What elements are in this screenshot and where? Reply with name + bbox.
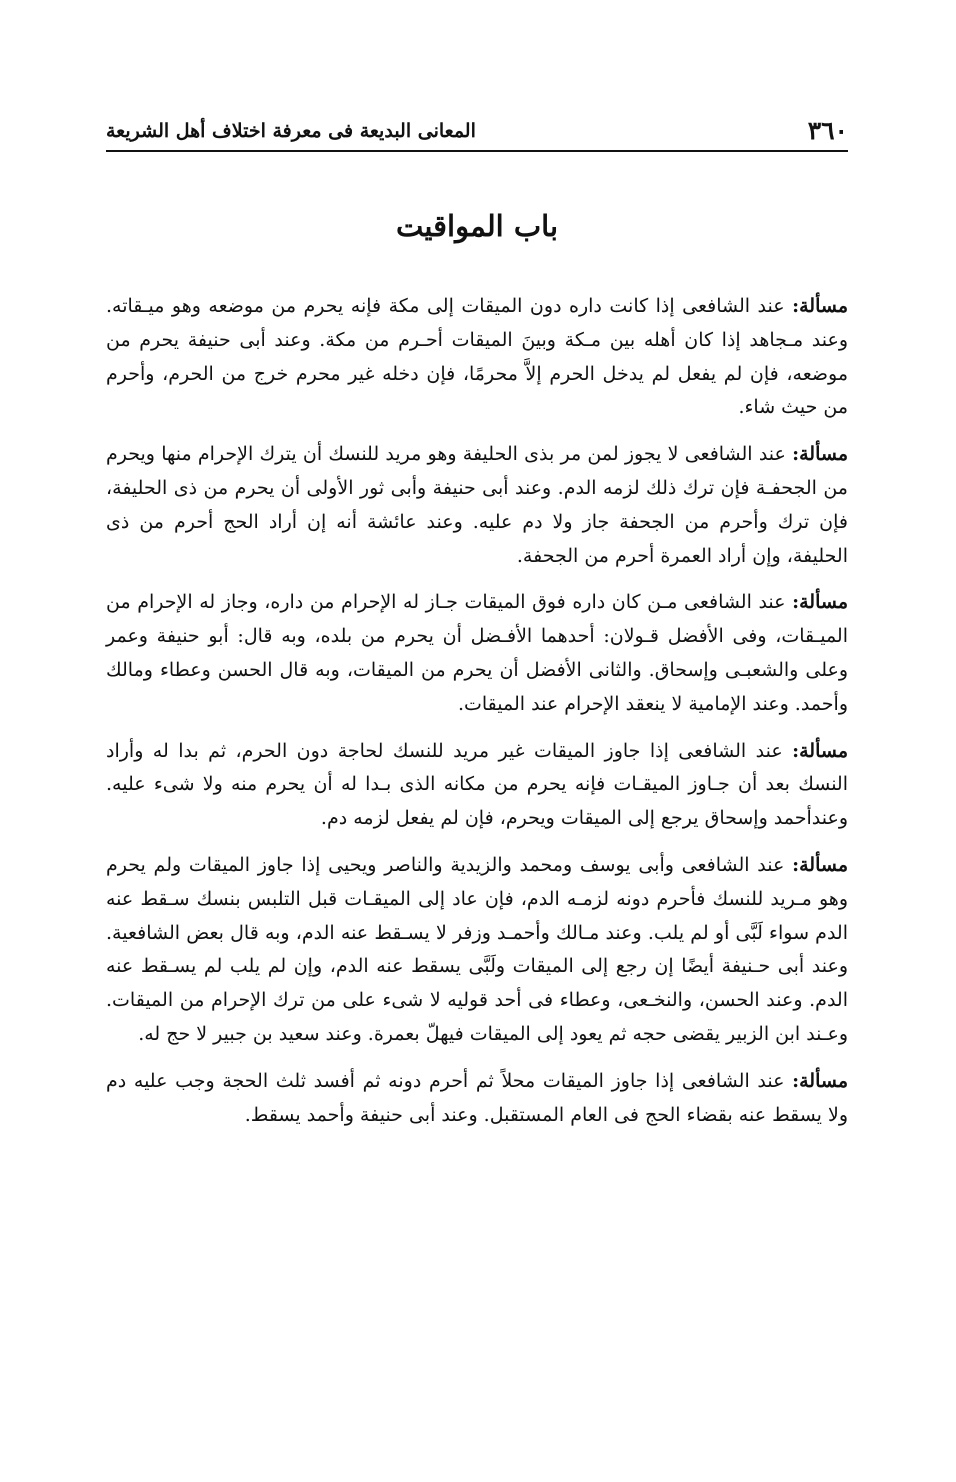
issue-label: مسألة: bbox=[792, 853, 848, 876]
issue-text: عند الشافعى مـن كان داره فوق الميقات جـاز له الإحرام من داره، وجاز له الإحرام من الميـقات، وفى الأفضل قـولان: أحدهما الأفـضل أن يحرم من بلده، وبه قال: أبو حنيفة وعمر وعلى والشعبـى وإسحاق. والثانى الأفضل أن يحرم من الميقات، وبه قال الحسن وعطاء ومالك وأحمد. وعند الإمامية لا ينعقد الإحرام عند الميقات. bbox=[106, 591, 848, 715]
issue-text: عند الشافعى إذا جاوز الميقات غير مريد للنسك لحاجة دون الحرم، ثم بدا له وأراد النسك بعد أن جـاوز الميقـات فإنه يحرم من مكانه الذى بـدا له أن يحرم منه ولا شىء عليه. وعندأحمد وإسحاق يرجع إلى الميقات ويحرم، فإن لم يفعل لزمه دم. bbox=[106, 739, 848, 830]
issue-paragraph bbox=[106, 438, 848, 573]
issue-label: مسألة: bbox=[792, 1069, 848, 1092]
running-header bbox=[106, 112, 848, 146]
issue-label: مسألة: bbox=[792, 591, 848, 614]
issue-text: عند الشافعى إذا جاوز الميقات محلاً ثم أحرم دونه ثم أفسد ثلث الحجة وجب عليه دم ولا يسقط عنه بقضاء الحج فى العام المستقبل. وعند أبى حنيفة وأحمد يسقط. bbox=[106, 1069, 848, 1126]
header-rule bbox=[106, 150, 848, 152]
issue-text: عند الشافعى لا يجوز لمن مر بذى الحليفة وهو مريد للنسك أن يترك الإحرام منها ويحرم من الجحفـة فإن ترك ذلك لزمه الدم. وعند أبى حنيفة وأبى ثور الأولى أن يحرم من ذى الحليفة، فإن ترك وأحرم من الجحفة جاز ولا دم عليه. وعند عائشة أنه إن أراد الحج أحرم من ذى الحليفة، وإن أراد العمرة أحرم من الجحفة. bbox=[106, 443, 848, 567]
chapter-title: باب المواقيت bbox=[395, 209, 559, 243]
book-title: المعانى البديعة فى معرفة اختلاف أهل الشريعة bbox=[106, 120, 476, 142]
issue-paragraph bbox=[106, 735, 848, 836]
issue-paragraph bbox=[106, 1065, 848, 1133]
issue-label: مسألة: bbox=[792, 295, 848, 317]
issue-label: مسألة: bbox=[792, 739, 848, 762]
body-text bbox=[106, 290, 848, 1145]
issue-paragraph bbox=[106, 290, 848, 425]
issue-text: عند الشافعى وأبى يوسف ومحمد والزيدية والناصر ويحيى إذا جاوز الميقات ولم يحرم وهو مـريد للنسك فأحرم دونه لزمـه الدم، فإن عاد إلى الميقـات قبل التلبس بنسك سـقط عنه الدم سواء لَبَّى أو لم يلب. وعند مـالك وأحمـد وزفر لا يسـقط عنه الدم، وبه قال بعض الشافعية. وعند أبى حـنيفة أيضًا إن رجع إلى الميقات ولَبَّى يسقط عنه الدم، وإن لم يلب لم يسـقط عنه الدم. وعند الحسن، والنخـعى، وعطاء فى أحد قوليه لا شىء على من ترك الإحرام من الميقات. وعـند ابن الزبير يقضى حجه ثم يعود إلى الميقات فيهلّ بعمرة. وعند سعيد بن جبير لا حج له. bbox=[106, 853, 848, 1045]
issue-paragraph bbox=[106, 849, 848, 1052]
page-number: ٣٦٠ bbox=[807, 116, 848, 145]
issue-paragraph bbox=[106, 586, 848, 721]
issue-label: مسألة: bbox=[792, 443, 848, 466]
issue-text: عند الشافعى إذا كانت داره دون الميقات إلى مكة فإنه يحرم من موضعه وهو ميـقاته. وعند مـجاهد إذا كان أهله بين مـكة وبينَ الميقات أحـرم من مكة. وعند أبى حنيفة يحرم من موضعه، فإن لم يفعل لم يدخل الحرم إلاَّ محرمًا، فإن دخله غير محرم خرج من الحرم، وأحرم من حيث شاء. bbox=[106, 295, 848, 419]
